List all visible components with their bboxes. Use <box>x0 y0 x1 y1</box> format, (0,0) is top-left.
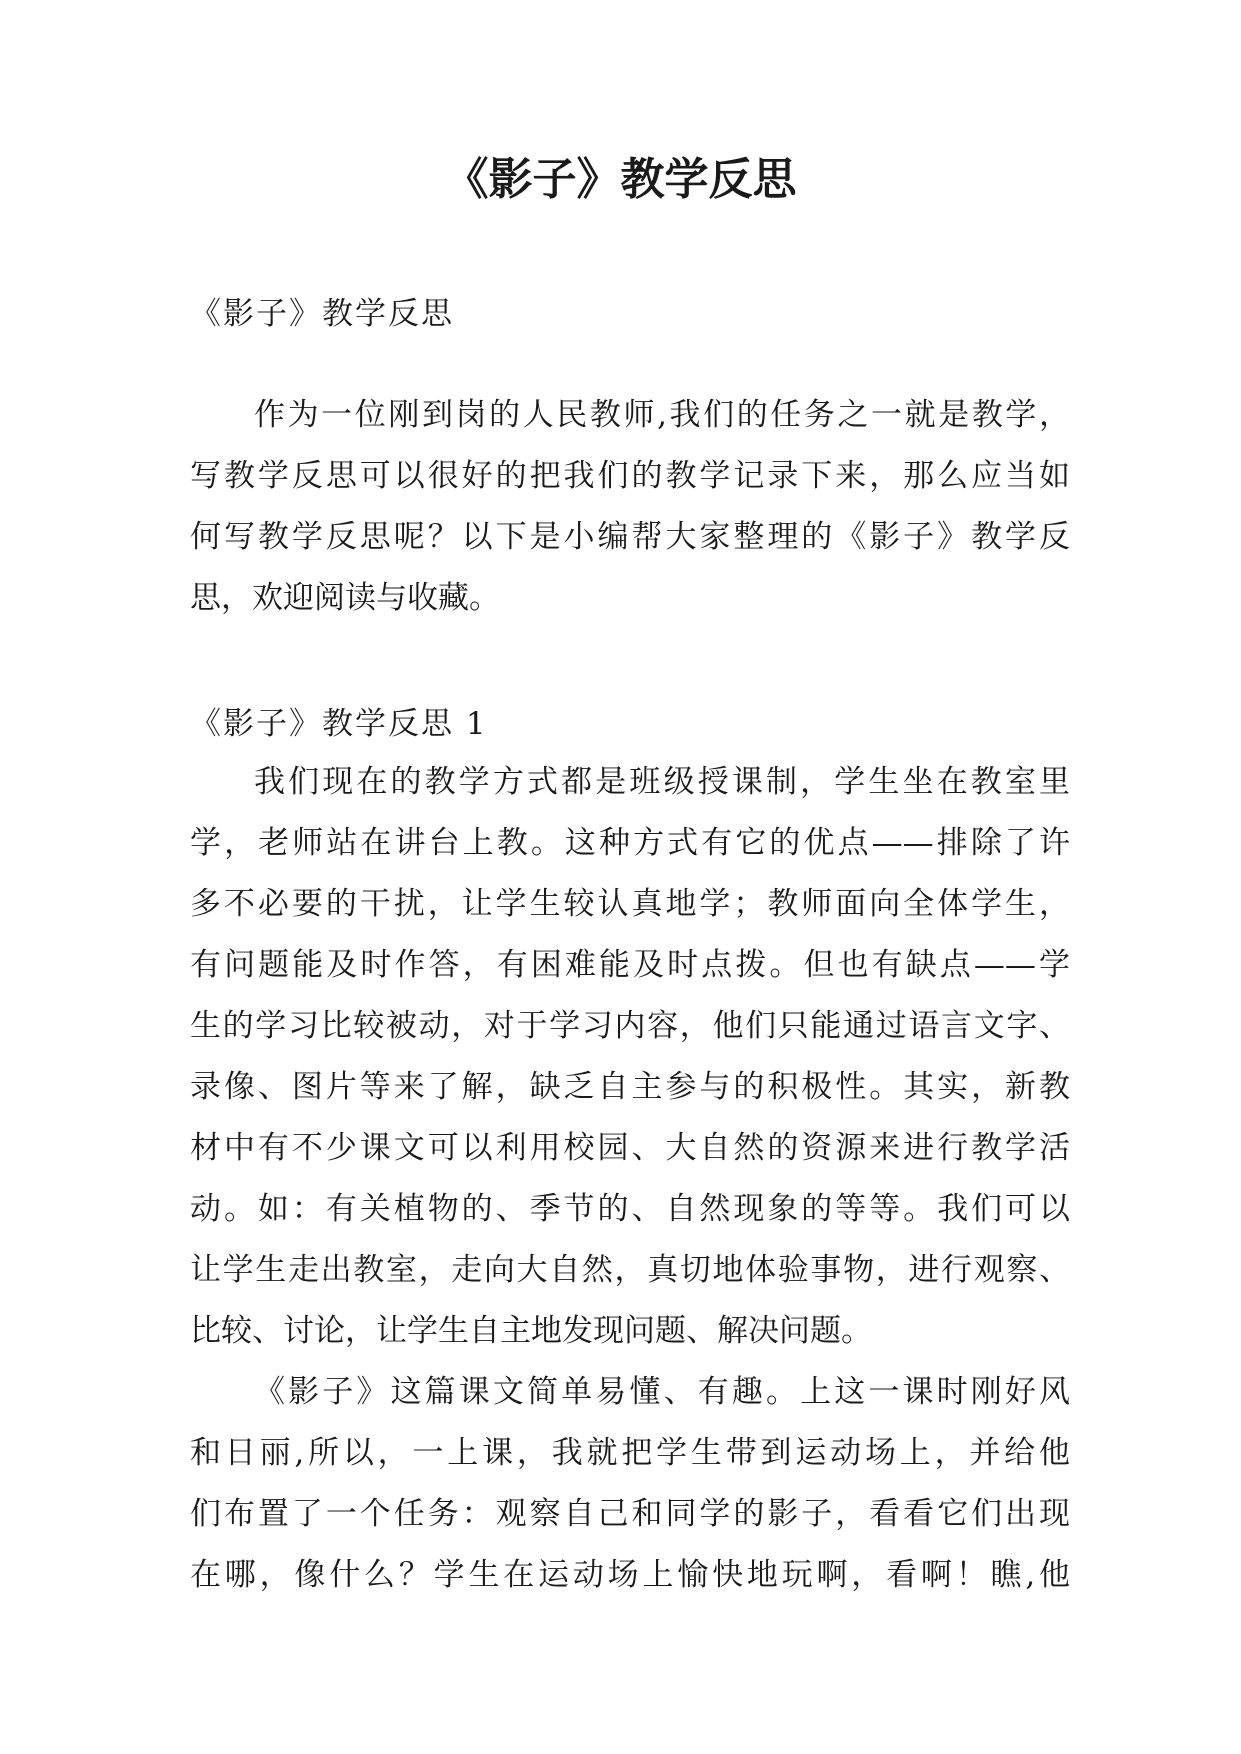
para1-line-4: 有问题能及时作答，有困难能及时点拨。但也有缺点——学 <box>190 947 1070 983</box>
document-title: 《影子》教学反思 <box>444 154 797 205</box>
document-subtitle: 《影子》教学反思 <box>190 296 454 332</box>
intro-line-1: 作为一位刚到岗的人民教师,我们的任务之一就是教学， <box>254 397 1070 433</box>
section-heading: 《影子》教学反思 1 <box>190 706 488 742</box>
para1-line-2: 学，老师站在讲台上教。这种方式有它的优点——排除了许 <box>190 825 1070 861</box>
para1-line-5: 生的学习比较被动，对于学习内容，他们只能通过语言文字、 <box>190 1008 1070 1044</box>
intro-line-2: 写教学反思可以很好的把我们的教学记录下来，那么应当如 <box>190 458 1070 494</box>
intro-paragraph <box>190 385 1070 629</box>
intro-line-4: 思，欢迎阅读与收藏。 <box>190 580 500 616</box>
body-paragraph-2 <box>190 1362 1070 1606</box>
para2-line-1: 《影子》这篇课文简单易懂、有趣。上这一课时刚好风 <box>254 1374 1070 1410</box>
para2-line-3: 们布置了一个任务：观察自己和同学的影子，看看它们出现 <box>190 1496 1070 1532</box>
para1-line-1: 我们现在的教学方式都是班级授课制，学生坐在教室里 <box>254 764 1070 800</box>
para1-line-7: 材中有不少课文可以利用校园、大自然的资源来进行教学活 <box>190 1130 1070 1166</box>
para1-line-9: 让学生走出教室，走向大自然，真切地体验事物，进行观察、 <box>190 1252 1070 1288</box>
para1-line-8: 动。如：有关植物的、季节的、自然现象的等等。我们可以 <box>190 1191 1070 1227</box>
body-paragraph-1 <box>190 752 1070 1362</box>
para1-line-10: 比较、讨论，让学生自主地发现问题、解决问题。 <box>190 1313 872 1349</box>
para1-line-6: 录像、图片等来了解，缺乏自主参与的积极性。其实，新教 <box>190 1069 1070 1105</box>
para2-line-2: 和日丽,所以，一上课，我就把学生带到运动场上，并给他 <box>190 1435 1070 1471</box>
para1-line-3: 多不必要的干扰，让学生较认真地学；教师面向全体学生， <box>190 886 1070 922</box>
para2-line-4: 在哪，像什么？学生在运动场上愉快地玩啊，看啊！瞧,他 <box>190 1557 1070 1593</box>
intro-line-3: 何写教学反思呢？以下是小编帮大家整理的《影子》教学反 <box>190 519 1070 555</box>
